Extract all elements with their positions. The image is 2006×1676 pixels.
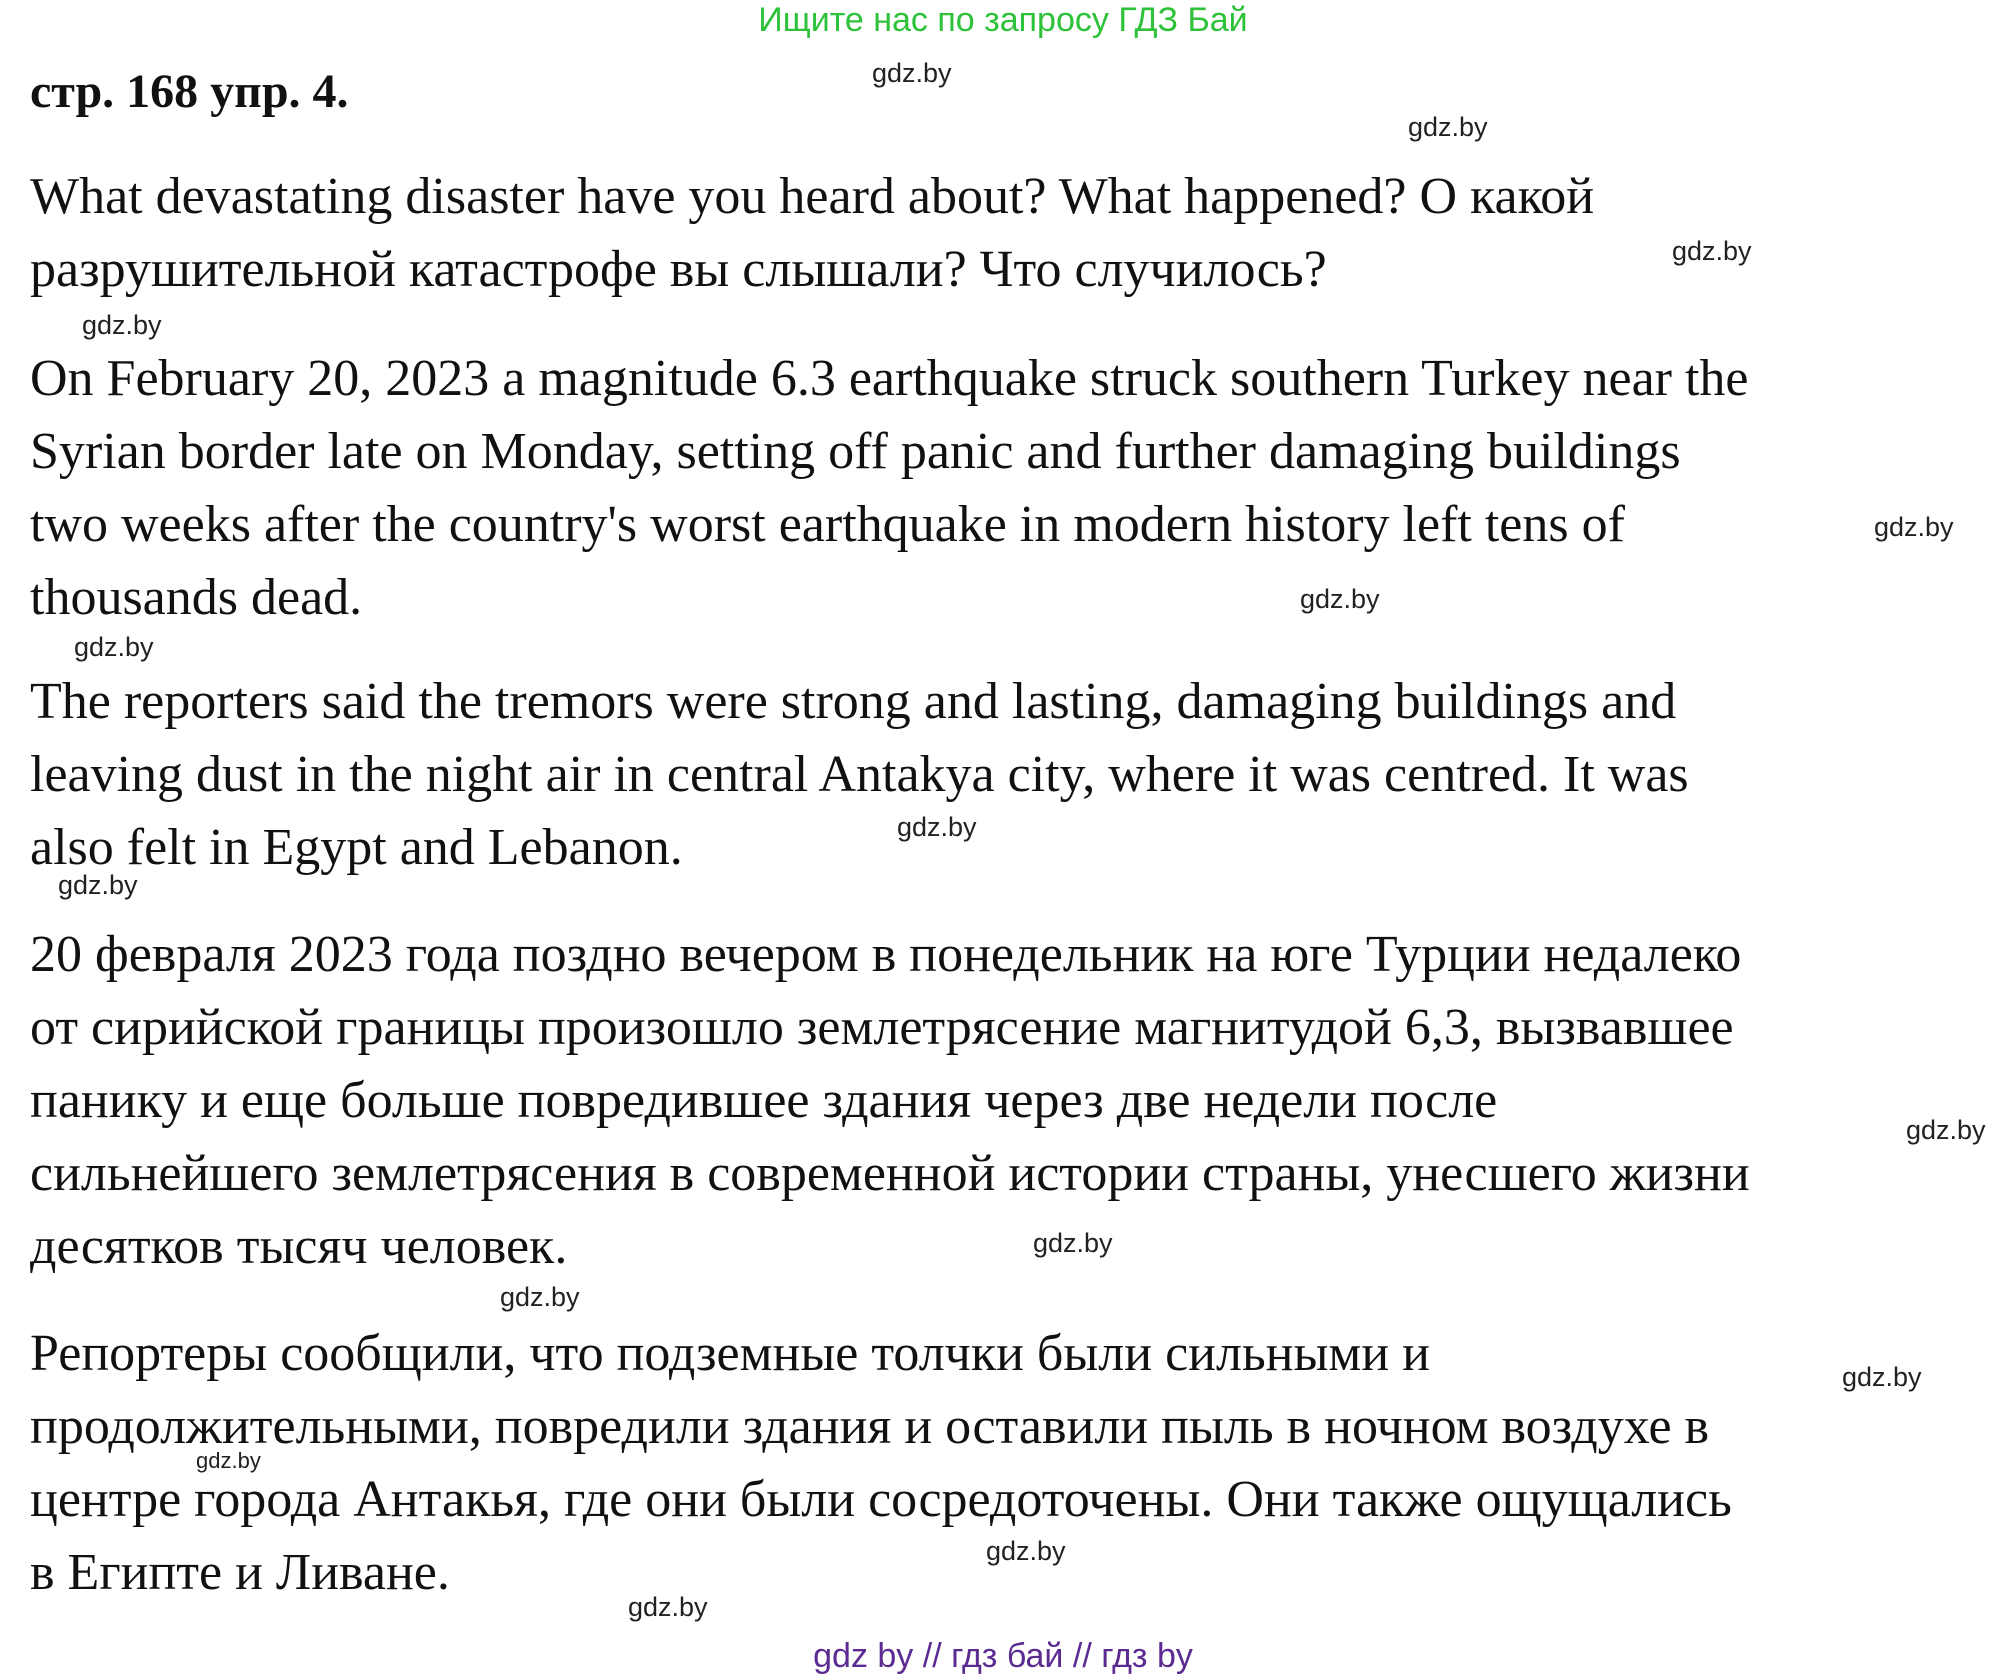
text-line: панику и еще больше повредившее здания через две недели после xyxy=(30,1072,1498,1129)
text-line: two weeks after the country's worst earthquake in modern history left tens of xyxy=(30,496,1625,553)
question-paragraph xyxy=(30,160,2000,306)
answer-paragraph-en-1 xyxy=(30,342,2000,634)
page-heading: стр. 168 упр. 4. xyxy=(30,65,349,118)
watermark: gdz.by xyxy=(872,58,952,88)
footer-links: gdz by // гдз бай // гдз by xyxy=(813,1637,1193,1675)
text-line: The reporters said the tremors were strong and lasting, damaging buildings and xyxy=(30,673,1677,730)
text-line: разрушительной катастрофе вы слышали? Что случилось? xyxy=(30,241,1327,298)
text-line: десятков тысяч человек. xyxy=(30,1218,568,1275)
text-line: On February 20, 2023 a magnitude 6.3 earthquake struck southern Turkey near the xyxy=(30,350,1749,407)
watermark: gdz.by xyxy=(1874,512,1954,542)
text-line: продолжительными, повредили здания и оставили пыль в ночном воздухе в xyxy=(30,1398,1710,1455)
top-banner: Ищите нас по запросу ГДЗ Бай xyxy=(758,1,1248,39)
watermark: gdz.by xyxy=(1906,1115,1986,1145)
text-line: сильнейшего землетрясения в современной истории страны, унесшего жизни xyxy=(30,1145,1750,1202)
watermark: gdz.by xyxy=(196,1448,261,1473)
watermark: gdz.by xyxy=(1408,112,1488,142)
watermark: gdz.by xyxy=(897,812,977,842)
text-line: What devastating disaster have you heard about? What happened? О какой xyxy=(30,168,1595,225)
text-line: also felt in Egypt and Lebanon. xyxy=(30,819,683,876)
watermark: gdz.by xyxy=(500,1282,580,1312)
text-line: Syrian border late on Monday, setting off panic and further damaging buildings xyxy=(30,423,1681,480)
text-line: leaving dust in the night air in central Antakya city, where it was centred. It was xyxy=(30,746,1689,803)
answer-paragraph-ru-1 xyxy=(30,918,2000,1283)
watermark: gdz.by xyxy=(82,310,162,340)
watermark: gdz.by xyxy=(1842,1362,1922,1392)
text-line: thousands dead. xyxy=(30,569,363,626)
watermark: gdz.by xyxy=(74,632,154,662)
answer-paragraph-en-2 xyxy=(30,665,2000,884)
text-line: 20 февраля 2023 года поздно вечером в понедельник на юге Турции недалеко xyxy=(30,926,1742,983)
text-line: от сирийской границы произошло землетрясение магнитудой 6,3, вызвавшее xyxy=(30,999,1734,1056)
text-line: центре города Антакья, где они были сосредоточены. Они также ощущались xyxy=(30,1471,1732,1528)
watermark: gdz.by xyxy=(628,1592,708,1622)
watermark: gdz.by xyxy=(1033,1228,1113,1258)
watermark: gdz.by xyxy=(58,870,138,900)
text-line: Репортеры сообщили, что подземные толчки были сильными и xyxy=(30,1325,1430,1382)
watermark: gdz.by xyxy=(1672,236,1752,266)
watermark: gdz.by xyxy=(1300,584,1380,614)
watermark: gdz.by xyxy=(986,1536,1066,1566)
text-line: в Египте и Ливане. xyxy=(30,1544,450,1601)
